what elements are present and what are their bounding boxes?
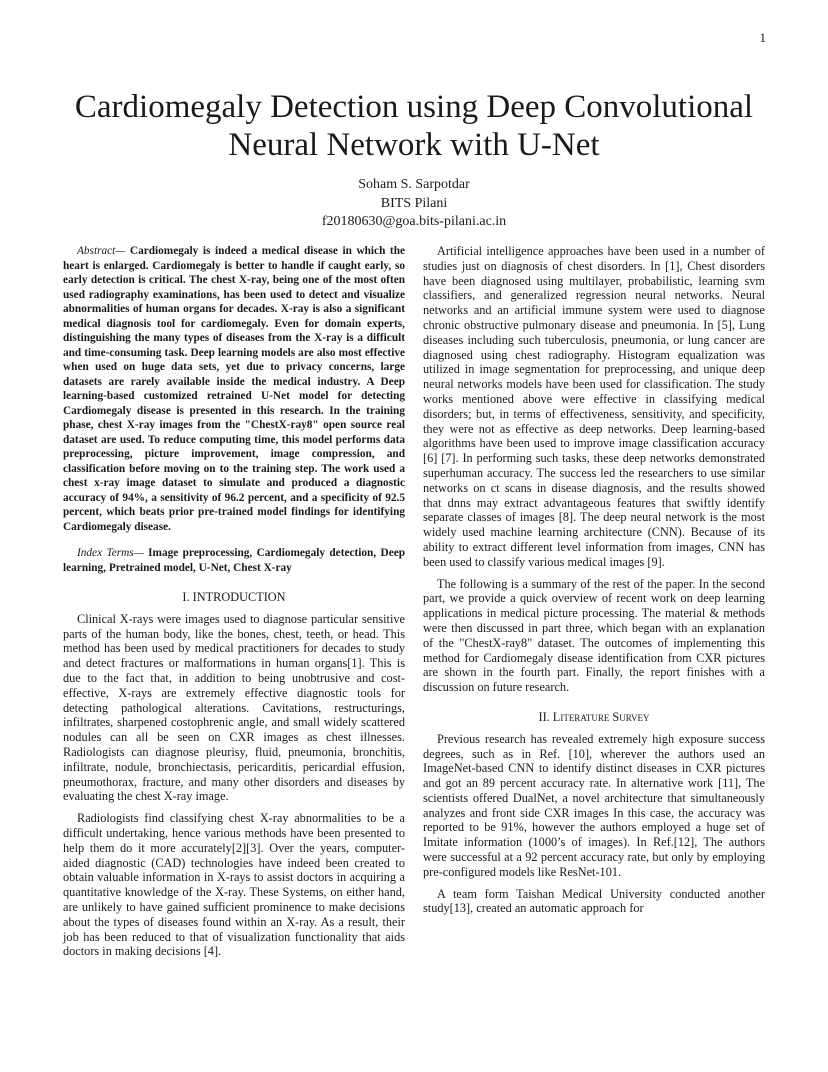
author-name: Soham S. Sarpotdar [358,177,470,192]
literature-paragraph-1: Previous research has revealed extremely high exposure success degrees, such as in Ref. [10], wherever the authors used an ImageNet-based CNN to identify distinct diseases in CXR pictures and got an 89 percent accuracy rate. In alternative work [11], The scientists offered DualNet, a novel architecture that simultaneously analyzes and front side CXR images In this case, the accuracy was reported to be 91%, however the authors employed a huge set of Imitate information (1000’s of images). In Ref.[12], The authors were successful at a 92 percent accuracy rate, but only by employing pre-configured models like ResNet-101. [423,731,765,879]
page-number: 1 [759,30,766,45]
abstract [63,244,405,534]
section-heading-literature-survey: II. Literature Survey [538,709,650,724]
intro-paragraph-3: Artificial intelligence approaches have been used in a number of studies just on diagnosis of chest disorders. In [1], Chest disorders have been diagnosed using multilayer, probabilistic, learning svm classifiers, and generalized regression neural networks. Neural networks and an artificial immune system were used to diagnose chronic obstructive pulmonary disease and pneumonia. In [5], Lung diseases including such tuberculosis, pneumonia, or lung cancer are diagnosed using chest radiography. Histogram equalization was utilized in image segmentation for preprocessing, and unique deep neural networks models have been used for classification. The study works mentioned above were effective in classifying medical disorders; but, in terms of effectiveness, sensitivity, and specificity, they were not as effective as deep networks. Deep learning-based algorithms have been used to improve image classification accuracy [6] [7]. In performing such tasks, these deep networks demonstrated superhuman accuracy. The success led the researchers to use similar networks on ct scans in disease diagnosis, and the results showed that dnns may extract advantageous features that swiftly identify separate classes of images [8]. The deep neural network is the most widely used machine learning architecture (CNN). Because of its ability to extract different level information from images, CNN has been used to classify various medical images [9]. [423,244,765,569]
paper-title [40,88,788,164]
left-column [63,244,405,959]
index-terms-text: Image preprocessing, Cardiomegaly detection, Deep learning, Pretrained model, U-Net, Chest X-ray [63,547,406,574]
index-terms-lead: Index Terms— [77,547,144,559]
right-column [423,244,765,916]
section-heading-introduction: I. INTRODUCTION [182,590,286,604]
abstract-text: Cardiomegaly is indeed a medical disease in which the heart is enlarged. Cardiomegaly is better to handle if caught early, so early detection is critical. The chest X-ray, being one of the most often used radiography examinations, has been used to detect and visualize abnormalities of human organs for decades. X-ray is also a significant medical diagnosis tool for cardiomegaly. Even for domain experts, distinguishing the many types of diseases from the X-ray is a difficult and time-consuming task. Deep learning models are also most effective when used on huge data sets, yet due to privacy concerns, large datasets are rarely available inside the medical industry. A Deep learning-based customized retrained U-Net model for detecting Cardiomegaly disease is presented in this research. In the training phase, chest X-ray images from the "ChestX-ray8" open source real dataset are used. To reduce computing time, this model performs data preprocessing, picture improvement, image compression, and classification before moving on to the training step. The work used a chest x-ray image dataset to simulate and produced a diagnostic accuracy of 94%, a sensitivity of 96.2 percent, and a specificity of 92.5 percent, which beats prior pre-trained model findings for identifying Cardiomegaly disease. [63,245,405,533]
intro-paragraph-4: The following is a summary of the rest of the paper. In the second part, we provide a quick overview of recent work on deep learning applications in medical picture processing. The material & methods were then discussed in part three, which began with an explanation of the "ChestX-ray8" dataset. The outcomes of implementing this method for Cardiomegaly disease identification from CXR pictures are shown in the fourth part. Finally, the report finishes with a discussion on future research. [423,576,765,695]
author-email: f20180630@goa.bits-pilani.ac.in [321,214,507,229]
author-affiliation: BITS Pilani [380,195,448,211]
index-terms [63,546,405,575]
title-line-1: Cardiomegaly Detection using Deep Convolutional [74,89,754,125]
intro-paragraph-1: Clinical X-rays were images used to diagnose particular sensitive parts of the human body, like the bones, chest, teeth, or head. This method has been used by medical practitioners for decades to study and detect fractures or malformations in human organs[1]. This is due to the fact that, in addition to being unobtrusive and cost-effective, X-rays are extremely effective diagnostic tools for detecting pathological alterations. Cavitations, restructurings, infiltrates, sharpened costophrenic angle, and small widely scattered nodules can all be seen on CXR images as chest illnesses. Radiologists can diagnose pleurisy, fluid, pneumonia, bronchitis, infiltrate, nodule, bronchiectasis, pericarditis, pericardial effusion, pneumothorax, fracture, and many other disorders and diseases by evaluating the chest X-ray image. [63,611,405,804]
title-line-2: Neural Network with U-Net [228,127,600,163]
intro-paragraph-2: Radiologists find classifying chest X-ray abnormalities to be a difficult undertaking, hence various methods have been presented to help them do it more accurately[2][3]. Over the years, computer-aided diagnostic (CAD) technologies have indeed been created to obtain valuable information in X-rays to assist doctors in acquiring a quantitative knowledge of the X-ray. These Systems, on either hand, are unlikely to have gained sufficient prominence to make decisions about the types of diseases found within an X-ray. As a result, their job has been reduced to that of visualization functionality that aids doctors in making decisions [4]. [63,811,405,959]
abstract-lead: Abstract— [77,245,126,257]
author-block [0,176,828,232]
literature-paragraph-2: A team form Taishan Medical University conducted another study[13], created an automatic approach for [423,886,765,916]
